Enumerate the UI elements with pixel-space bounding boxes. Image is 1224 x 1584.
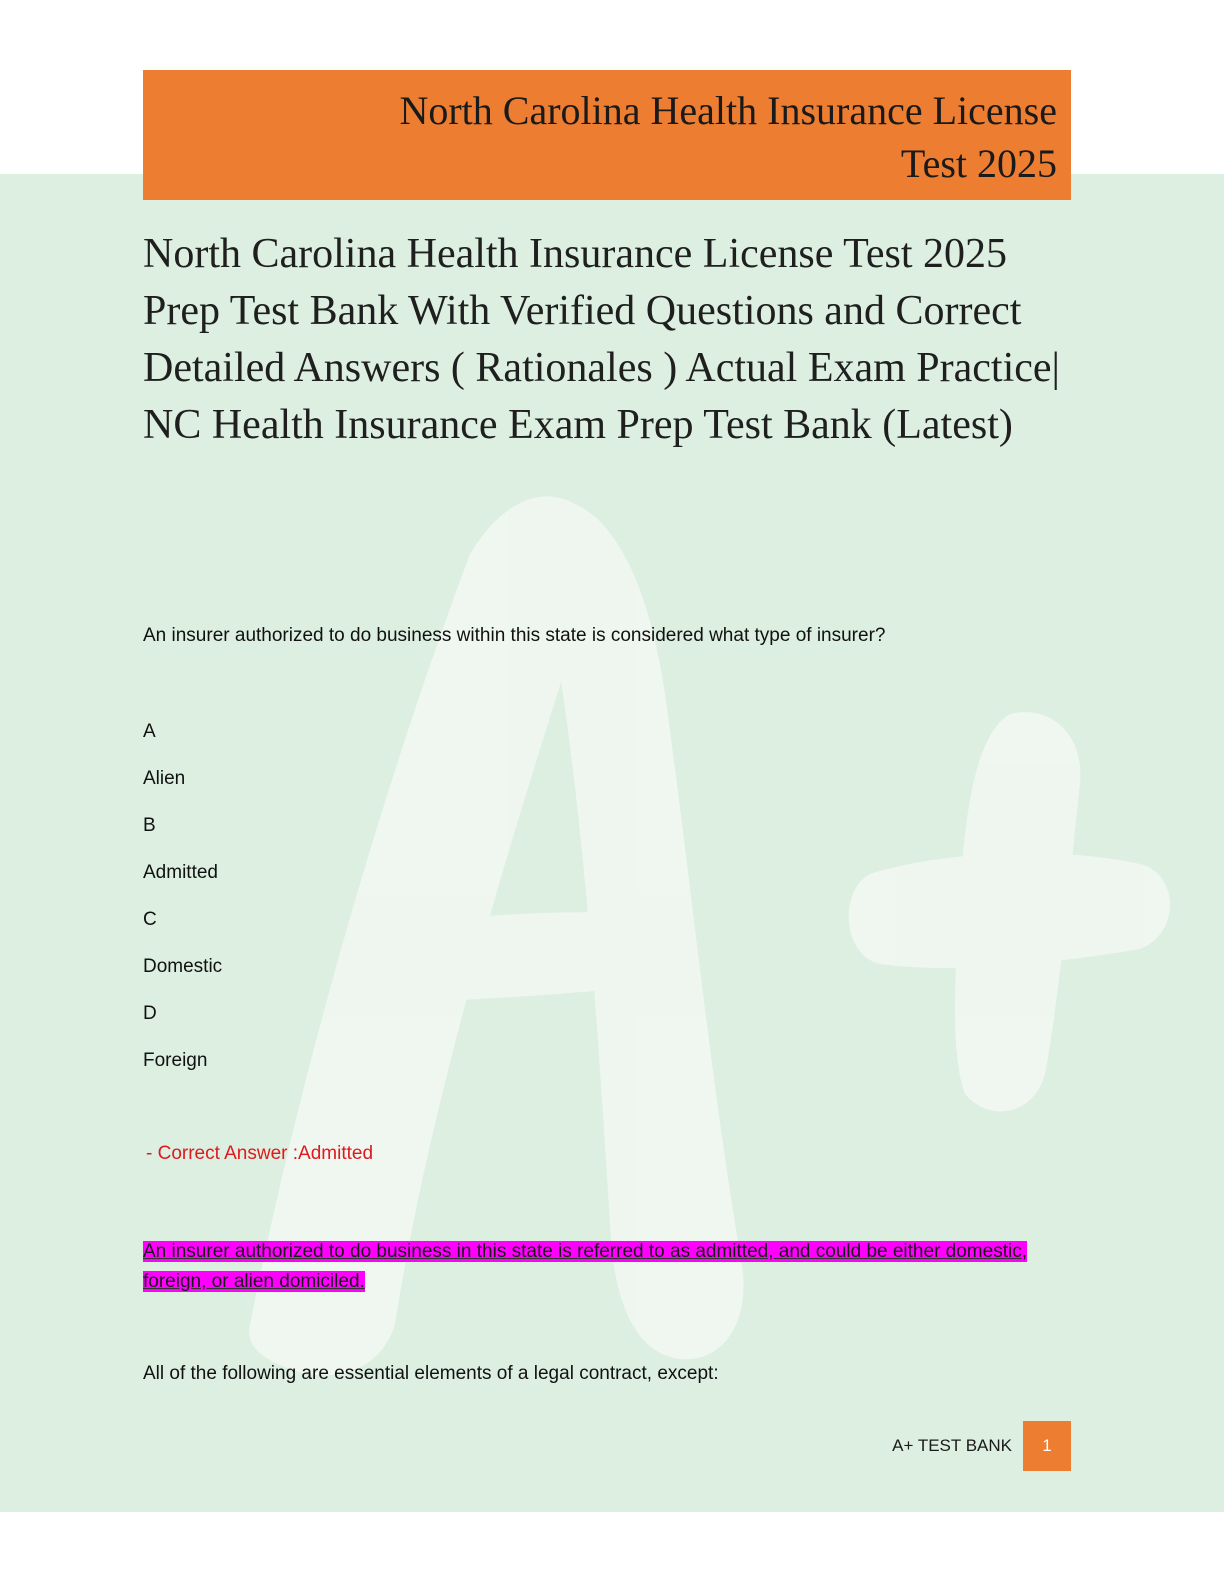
rationale-highlight [143,1237,1043,1297]
option-a-letter: A [143,721,156,742]
document-title: North Carolina Health Insurance License Test 2025 Prep Test Bank With Verified Questions and Correct Detailed Answers ( Rationales ) Actual Exam Practice| NC Health Insurance Exam Prep Test Bank (Latest) [143,231,1060,448]
option-c-letter: C [143,909,157,930]
page-number: 1 [1023,1421,1071,1471]
header-title-line-2: Test 2025 [900,141,1057,186]
question-1-text: An insurer authorized to do business within this state is considered what type of insurer? [143,625,886,646]
option-d-letter: D [143,1003,157,1024]
rationale-text: An insurer authorized to do business in this state is referred to as admitted, and could be either domestic, foreign, or alien domiciled. [143,1241,1027,1292]
correct-answer: - Correct Answer :Admitted [146,1143,374,1164]
option-b-letter: B [143,815,156,836]
question-2-text: All of the following are essential elements of a legal contract, except: [143,1363,719,1384]
option-b-text: Admitted [143,862,218,883]
footer-label: A+ TEST BANK [892,1436,1012,1455]
header-title-line-1: North Carolina Health Insurance License [399,88,1057,133]
header-band [143,70,1071,200]
option-d-text: Foreign [143,1050,208,1071]
option-c-text: Domestic [143,956,223,977]
option-a-text: Alien [143,768,186,789]
